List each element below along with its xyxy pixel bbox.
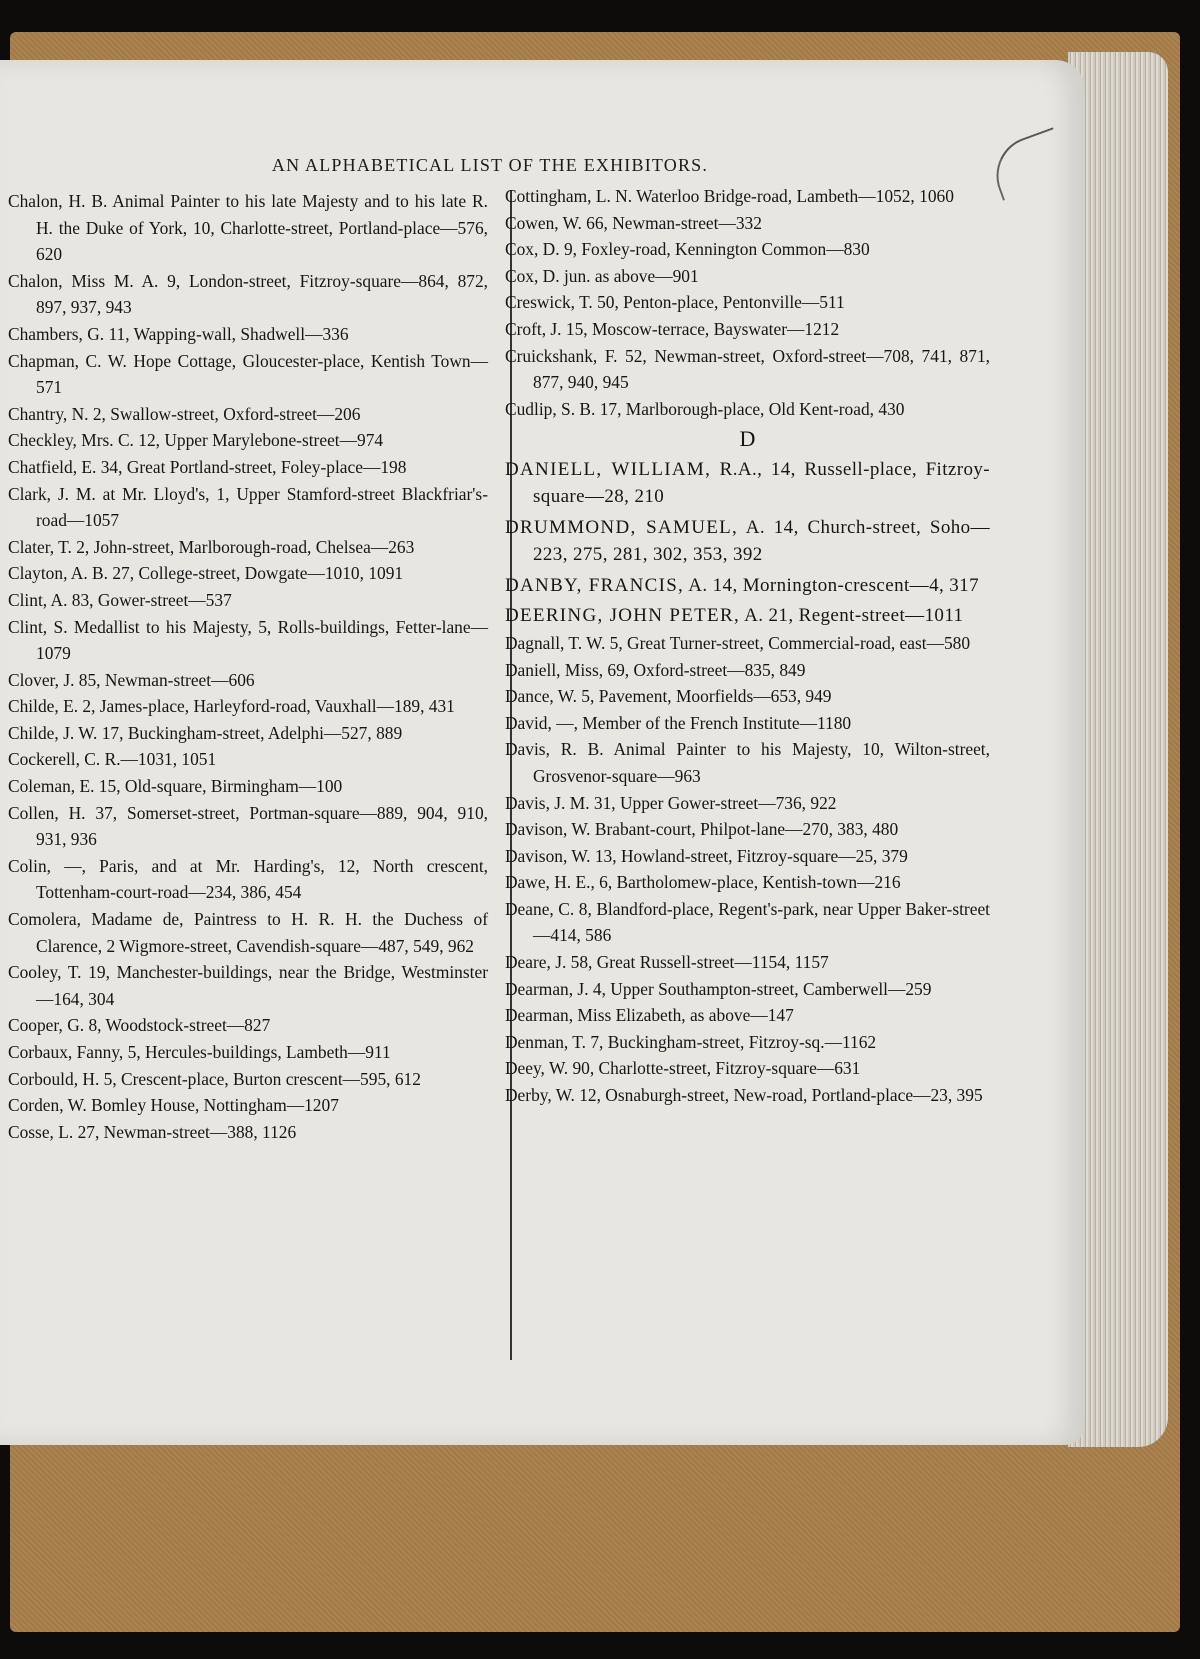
list-entry: Collen, H. 37, Somerset-street, Portman-square—889, 904, 910, 931, 936 [8, 802, 488, 850]
list-entry: Deey, W. 90, Charlotte-street, Fitzroy-square—631 [505, 1058, 861, 1079]
academician-detail: A. 21, Regent-street—1011 [744, 605, 964, 627]
list-entry: Dearman, Miss Elizabeth, as above—147 [505, 1005, 794, 1026]
list-entry: Cowen, W. 66, Newman-street—332 [505, 212, 762, 233]
list-entry: Cox, D. jun. as above—901 [505, 265, 699, 286]
list-entry: Cooper, G. 8, Woodstock-street—827 [8, 1015, 271, 1036]
academician-name: DANBY, FRANCIS, [505, 574, 685, 596]
list-entry: Coleman, E. 15, Old-square, Birmingham—100 [8, 776, 343, 797]
list-entry: Clint, A. 83, Gower-street—537 [8, 589, 232, 610]
list-entry: Clater, T. 2, John-street, Marlborough-road, Chelsea—263 [8, 536, 415, 557]
academician-detail: A. 14, Mornington-crescent—4, 317 [688, 574, 979, 596]
academician-detail: A. 14, Church-street, Soho—223, 275, 281, 302, 353, 392 [533, 516, 990, 566]
list-entry: Davison, W. Brabant-court, Philpot-lane—270, 383, 480 [505, 819, 899, 840]
list-entry: Checkley, Mrs. C. 12, Upper Marylebone-street—974 [8, 430, 384, 451]
academician-name: DRUMMOND, SAMUEL, [505, 516, 739, 538]
academician-entry [505, 572, 990, 600]
list-entry: Clover, J. 85, Newman-street—606 [8, 669, 255, 690]
list-entry: Chalon, H. B. Animal Painter to his late Majesty and to his late R. H. the Duke of York, 10, Charlotte-street, Portland-place—576, 620 [8, 191, 488, 265]
list-entry: Clint, S. Medallist to his Majesty, 5, Rolls-buildings, Fetter-lane—1079 [8, 616, 488, 664]
right-column [505, 183, 990, 1109]
list-entry: Davis, J. M. 31, Upper Gower-street—736, 922 [505, 792, 837, 813]
list-entry: Cosse, L. 27, Newman-street—388, 1126 [8, 1121, 297, 1142]
list-entry: Chambers, G. 11, Wapping-wall, Shadwell—336 [8, 323, 349, 344]
list-entry: Corbould, H. 5, Crescent-place, Burton crescent—595, 612 [8, 1068, 421, 1089]
section-heading-d: D [739, 426, 756, 452]
list-entry: Colin, —, Paris, and at Mr. Harding's, 12, North crescent, Tottenham-court-road—234, 386, 454 [8, 855, 488, 903]
list-entry: Cottingham, L. N. Waterloo Bridge-road, Lambeth—1052, 1060 [505, 186, 954, 206]
academician-entry [505, 514, 990, 569]
list-entry: Dearman, J. 4, Upper Southampton-street, Camberwell—259 [505, 978, 932, 999]
list-entry: Clark, J. M. at Mr. Lloyd's, 1, Upper Stamford-street Blackfriar's-road—1057 [8, 483, 488, 531]
list-entry: Clayton, A. B. 27, College-street, Dowgate—1010, 1091 [8, 563, 404, 584]
academician-name: DANIELL, WILLIAM, [505, 458, 712, 480]
academician-name: DEERING, JOHN PETER, [505, 605, 740, 627]
list-entry: Derby, W. 12, Osnaburgh-street, New-road, Portland-place—23, 395 [505, 1085, 983, 1106]
list-entry: Dagnall, T. W. 5, Great Turner-street, Commercial-road, east—580 [505, 632, 971, 653]
list-entry: Deare, J. 58, Great Russell-street—1154, 1157 [505, 952, 829, 973]
page-title: AN ALPHABETICAL LIST OF THE EXHIBITORS. [271, 155, 709, 175]
list-entry: Cooley, T. 19, Manchester-buildings, near the Bridge, Westminster—164, 304 [8, 962, 488, 1009]
list-entry: Denman, T. 7, Buckingham-street, Fitzroy-sq.—1162 [505, 1031, 877, 1052]
left-column [8, 188, 488, 1145]
list-entry: David, —, Member of the French Institute—1180 [505, 712, 852, 733]
list-entry: Corden, W. Bomley House, Nottingham—1207 [8, 1095, 339, 1116]
list-entry: Deane, C. 8, Blandford-place, Regent's-park, near Upper Baker-street—414, 586 [505, 898, 990, 946]
list-entry: Daniell, Miss, 69, Oxford-street—835, 849 [505, 659, 806, 680]
list-entry: Davison, W. 13, Howland-street, Fitzroy-square—25, 379 [505, 845, 908, 866]
academician-entry [505, 456, 990, 511]
list-entry: Dance, W. 5, Pavement, Moorfields—653, 949 [505, 686, 832, 707]
list-entry: Chapman, C. W. Hope Cottage, Gloucester-place, Kentish Town—571 [8, 350, 488, 398]
list-entry: Cox, D. 9, Foxley-road, Kennington Common—830 [505, 239, 870, 260]
list-entry: Chantry, N. 2, Swallow-street, Oxford-street—206 [8, 403, 361, 424]
list-entry: Comolera, Madame de, Paintress to H. R. H. the Duchess of Clarence, 2 Wigmore-street, Cavendish-square—487, 549, 962 [8, 909, 488, 956]
list-entry: Dawe, H. E., 6, Bartholomew-place, Kentish-town—216 [505, 872, 901, 893]
academician-entry [505, 602, 990, 630]
list-entry: Davis, R. B. Animal Painter to his Majesty, 10, Wilton-street, Grosvenor-square—963 [505, 739, 990, 786]
list-entry: Chalon, Miss M. A. 9, London-street, Fitzroy-square—864, 872, 897, 937, 943 [8, 270, 488, 318]
list-entry: Corbaux, Fanny, 5, Hercules-buildings, Lambeth—911 [8, 1042, 391, 1062]
list-entry: Creswick, T. 50, Penton-place, Pentonville—511 [505, 292, 845, 313]
list-entry: Cudlip, S. B. 17, Marlborough-place, Old Kent-road, 430 [505, 398, 905, 419]
academician-detail: R.A., 14, Russell-place, Fitzroy-square—28, 210 [533, 458, 990, 508]
folded-corner [985, 127, 1070, 200]
list-entry: Cockerell, C. R.—1031, 1051 [8, 749, 217, 770]
list-entry: Chatfield, E. 34, Great Portland-street, Foley-place—198 [8, 456, 407, 477]
list-entry: Childe, J. W. 17, Buckingham-street, Adelphi—527, 889 [8, 722, 403, 743]
list-entry: Croft, J. 15, Moscow-terrace, Bayswater—1212 [505, 318, 840, 339]
list-entry: Childe, E. 2, James-place, Harleyford-road, Vauxhall—189, 431 [8, 696, 455, 717]
list-entry: Cruickshank, F. 52, Newman-street, Oxford-street—708, 741, 871, 877, 940, 945 [505, 345, 990, 393]
